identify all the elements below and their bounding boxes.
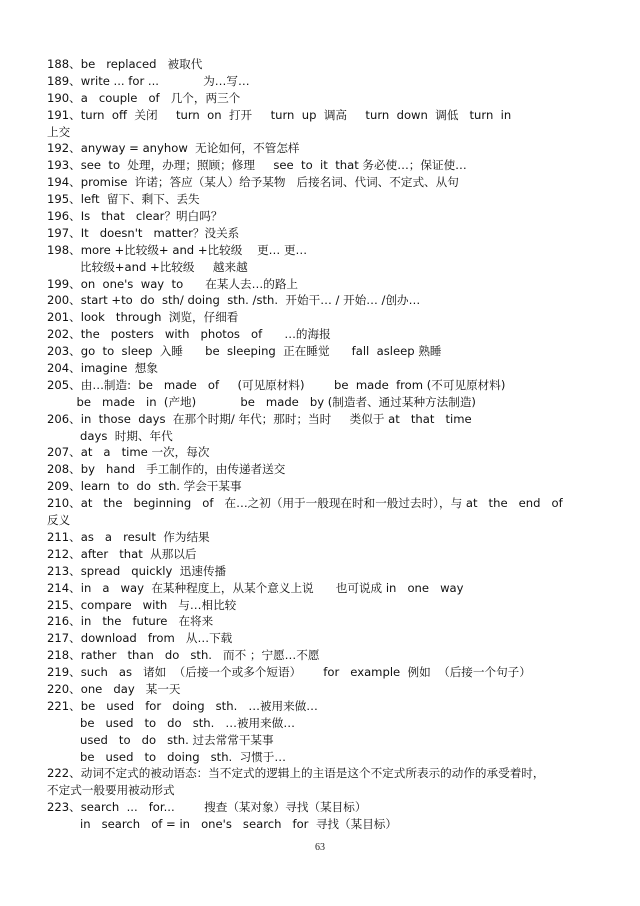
entry-line: 不定式一般要用被动形式: [47, 783, 175, 798]
entry-line: 203、go to sleep 入睡 be sleeping 正在睡觉 fall asleep 熟睡: [47, 344, 442, 359]
entry-line: 220、one day 某一天: [47, 681, 181, 696]
entry-line: 202、the posters with photos of …的海报: [47, 327, 331, 342]
vocabulary-list: [47, 56, 599, 833]
entry-line: 206、in those days 在那个时期/ 年代；那时；当时 类似于 at that time: [47, 411, 472, 426]
entry-line: 189、write ... for ... 为…写…: [47, 73, 250, 88]
entry-line: 209、learn to do sth. 学会干某事: [47, 479, 242, 494]
entry-line: 195、left 留下、剩下、丢失: [47, 192, 200, 207]
entry-line: 219、such as 诸如 （后接一个或多个短语） for example 例如 （后接一个句子）: [47, 665, 531, 680]
entry-line: 217、download from 从…下载: [47, 631, 233, 646]
entry-line: 196、Is that clear？明白吗？: [47, 209, 223, 224]
entry-line: 197、It doesn't matter？没关系: [47, 225, 240, 240]
entry-line: 218、rather than do sth. 而不 ；宁愿…不愿: [47, 648, 320, 663]
entry-line: 190、a couple of 几个，两三个: [47, 90, 241, 105]
entry-line: 反义: [47, 513, 71, 528]
entry-line: 198、more +比较级+ and +比较级 更… 更…: [47, 242, 308, 257]
entry-line: 188、be replaced 被取代: [47, 57, 203, 71]
entry-line: 201、look through 浏览，仔细看: [47, 310, 239, 325]
entry-line: 216、in the future 在将来: [47, 614, 214, 629]
entry-line: 221、be used for doing sth. …被用来做…: [47, 698, 318, 713]
entry-line: 223、search ... for... 搜查（某对象）寻找（某目标）: [47, 800, 367, 815]
entry-line: 200、start +to do sth/ doing sth. /sth. 开始干… / 开始… /创办…: [47, 293, 421, 308]
entry-line: 193、see to 处理，办理；照顾；修理 see to it that 务必使…；保证使…: [47, 158, 467, 173]
entry-line: be used to do sth. …被用来做…: [80, 715, 295, 730]
entry-line: 上交: [47, 124, 71, 139]
entry-line: 214、in a way 在某种程度上，从某个意义上说 也可说成 in one way: [47, 580, 464, 595]
entry-line: used to do sth. 过去常常干某事: [80, 732, 274, 747]
entry-line: 204、imagine 想象: [47, 361, 158, 376]
entry-line: 210、at the beginning of 在…之初（用于一般现在时和一般过去时），与 at the end of: [47, 496, 563, 511]
entry-line: 215、compare with 与…相比较: [47, 597, 237, 612]
entry-line: 194、promise 许诺；答应（某人）给予某物 后接名词、代词、不定式、从句: [47, 175, 459, 190]
page-number: 63: [315, 842, 325, 853]
entry-line: in search of = in one's search for 寻找（某目标）: [80, 817, 397, 832]
entry-line: be made in (产地) be made by (制造者、通过某种方法制造): [47, 394, 476, 409]
entry-line: 207、at a time 一次，每次: [47, 445, 210, 460]
entry-line: 比较级+and +比较级 越来越: [80, 259, 248, 274]
entry-line: 212、after that 从那以后: [47, 546, 197, 561]
entry-line: 213、spread quickly 迅速传播: [47, 563, 227, 578]
entry-line: 191、turn off 关闭 turn on 打开 turn up 调高 turn down 调低 turn in: [47, 107, 512, 122]
entry-line: 222、动词不定式的被动语态：当不定式的逻辑上的主语是这个不定式所表示的动作的承受着时，: [47, 766, 545, 781]
entry-line: be used to doing sth. 习惯于…: [80, 749, 286, 764]
entry-line: 199、on one's way to 在某人去…的路上: [47, 276, 299, 291]
entry-line: 205、由…制造: be made of (可见原材料) be made from (不可见原材料): [47, 377, 506, 392]
entry-line: 208、by hand 手工制作的，由传递者送交: [47, 462, 286, 477]
entry-line: 211、as a result 作为结果: [47, 529, 210, 544]
entry-line: days 时期、年代: [80, 428, 173, 443]
entry-line: 192、anyway = anyhow 无论如何，不管怎样: [47, 141, 300, 156]
